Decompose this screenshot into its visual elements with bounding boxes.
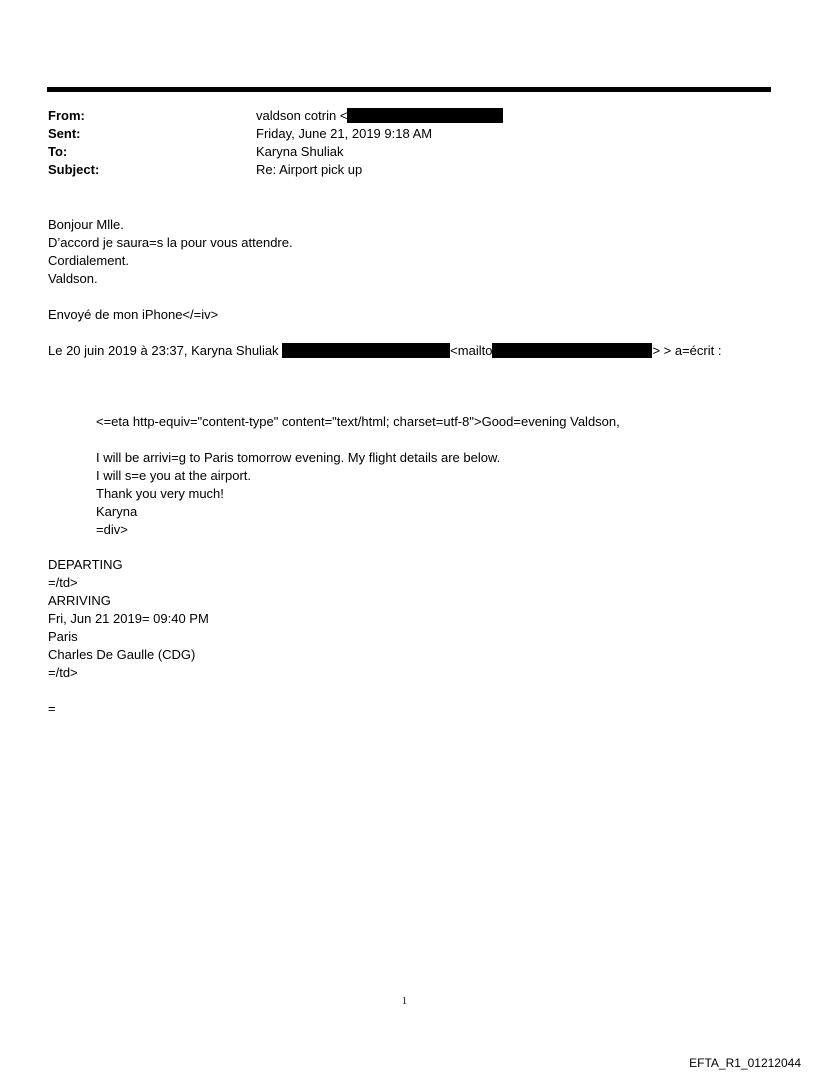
reply-line: Bonjour Mlle. bbox=[48, 217, 124, 232]
flight-line: =/td> bbox=[48, 665, 78, 680]
to-value: Karyna Shuliak bbox=[256, 144, 344, 159]
reply-line: Cordialement. bbox=[48, 253, 129, 268]
from-label: From: bbox=[48, 108, 85, 123]
flight-line: =/td> bbox=[48, 575, 78, 590]
subject-row bbox=[48, 161, 503, 179]
flight-trailer: = bbox=[48, 701, 56, 716]
sent-label: Sent: bbox=[48, 126, 81, 141]
reply-line: D’accord je saura=s la pour vous attendre. bbox=[48, 235, 293, 250]
redaction-box bbox=[492, 343, 652, 358]
bates-number: EFTA_R1_01212044 bbox=[689, 1056, 801, 1070]
quoted-line: Karyna bbox=[96, 504, 138, 519]
sent-value: Friday, June 21, 2019 9:18 AM bbox=[256, 126, 433, 141]
sent-row bbox=[48, 125, 503, 143]
flight-line: Charles De Gaulle (CDG) bbox=[48, 647, 196, 662]
redaction-box bbox=[282, 343, 450, 358]
quote-header-prefix: Le 20 juin 2019 à 23:37, Karyna Shuliak bbox=[48, 343, 283, 358]
quoted-line: Thank you very much! bbox=[96, 486, 224, 501]
flight-line: Paris bbox=[48, 629, 78, 644]
quoted-line: I will s=e you at the airport. bbox=[96, 468, 251, 483]
flight-line: DEPARTING bbox=[48, 557, 123, 572]
email-header bbox=[48, 107, 503, 179]
subject-value: Re: Airport pick up bbox=[256, 162, 363, 177]
flight-line: ARRIVING bbox=[48, 593, 111, 608]
reply-line: Valdson. bbox=[48, 271, 98, 286]
page-number: 1 bbox=[402, 996, 407, 1007]
subject-label: Subject: bbox=[48, 162, 100, 177]
from-sender: valdson cotrin < bbox=[256, 108, 348, 123]
quote-header-suffix: > > a=écrit : bbox=[652, 343, 722, 358]
to-row bbox=[48, 143, 503, 161]
reply-signature: Envoyé de mon iPhone</=iv> bbox=[48, 307, 219, 322]
header-rule bbox=[47, 87, 771, 92]
quoted-first-line: <=eta http-equiv="content-type" content="text/html; charset=utf-8">Good=evening Valdson, bbox=[96, 414, 620, 429]
quote-header-mailto: <mailto bbox=[450, 343, 493, 358]
to-label: To: bbox=[48, 144, 68, 159]
redaction-box bbox=[347, 108, 503, 123]
quoted-line: I will be arrivi=g to Paris tomorrow evening. My flight details are below. bbox=[96, 450, 501, 465]
from-value bbox=[256, 107, 503, 125]
quote-header bbox=[48, 342, 721, 360]
quoted-line: =div> bbox=[96, 522, 128, 537]
from-row bbox=[48, 107, 503, 125]
flight-line: Fri, Jun 21 2019= 09:40 PM bbox=[48, 611, 209, 626]
